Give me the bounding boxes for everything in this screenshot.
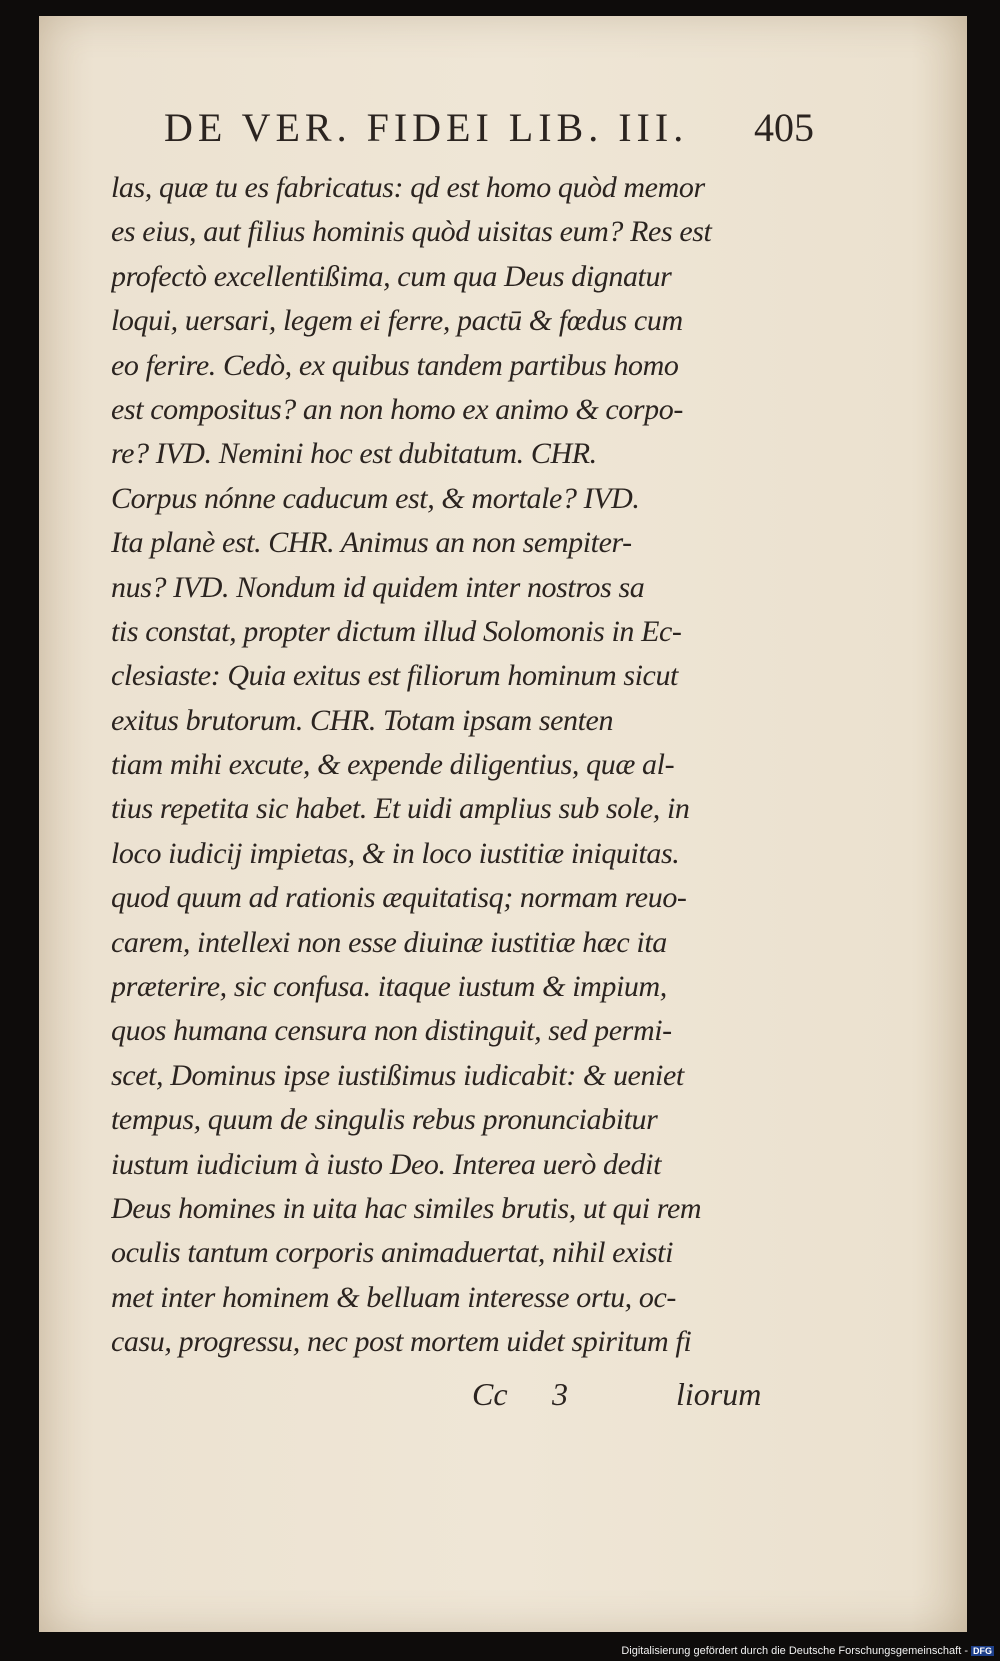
text-block xyxy=(111,166,811,1365)
text-line: tis constat, propter dictum illud Solomonis in Ec- xyxy=(111,614,682,648)
text-line: eo ferire. Cedò, ex quibus tandem partibus homo xyxy=(111,348,679,382)
text-line: carem, intellexi non esse diuinæ iustitiæ hæc ita xyxy=(111,925,667,959)
text-line: re? IVD. Nemini hoc est dubitatum. CHR. xyxy=(111,437,597,471)
signature-number: 3 xyxy=(552,1376,568,1412)
text-line: met inter hominem & belluam interesse ortu, oc- xyxy=(111,1280,676,1314)
text-line: clesiaste: Quia exitus est filiorum hominum sicut xyxy=(111,659,678,693)
text-line: scet, Dominus ipse iustißimus iudicabit: & ueniet xyxy=(111,1058,684,1092)
text-line: quos humana censura non distinguit, sed permi- xyxy=(111,1014,672,1048)
text-line: iustum iudicium à iusto Deo. Interea uerò dedit xyxy=(111,1147,662,1181)
text-line: exitus brutorum. CHR. Totam ipsam senten xyxy=(111,703,614,737)
text-line: quod quum ad rationis æquitatisq; normam reuo- xyxy=(111,881,687,915)
text-line: tempus, quum de singulis rebus pronunciabitur xyxy=(111,1103,658,1137)
text-line: es eius, aut filius hominis quòd uisitas eum? Res est xyxy=(111,215,712,249)
text-line: Corpus nónne caducum est, & mortale? IVD. xyxy=(111,481,640,515)
text-line: oculis tantum corporis animaduertat, nihil existi xyxy=(111,1236,674,1270)
text-line: las, quæ tu es fabricatus: qd est homo quòd memor xyxy=(111,171,705,204)
dfg-logo-icon: DFG xyxy=(973,1646,992,1657)
catchword: liorum xyxy=(676,1376,762,1412)
text-line: tiam mihi excute, & expende diligentius, quæ al- xyxy=(111,748,675,782)
page-number: 405 xyxy=(754,105,814,150)
text-line: est compositus? an non homo ex animo & corpo- xyxy=(111,392,683,426)
running-head: DE VER. FIDEI LIB. III. xyxy=(164,105,689,150)
signature-mark: Cc xyxy=(472,1376,508,1412)
text-line: nus? IVD. Nondum id quidem inter nostros sa xyxy=(111,570,645,604)
digitization-credit xyxy=(621,1645,994,1657)
text-line: præterire, sic confusa. itaque iustum & impium, xyxy=(111,970,667,1004)
text-line: casu, progressu, nec post mortem uidet spiritum fi xyxy=(111,1325,692,1359)
text-line: loqui, uersari, legem ei ferre, pactū & fœdus cum xyxy=(111,304,683,338)
page-header xyxy=(164,104,814,164)
text-line: tius repetita sic habet. Et uidi amplius sub sole, in xyxy=(111,792,690,826)
text-line: profectò excellentißima, cum qua Deus dignatur xyxy=(111,259,672,293)
text-line: Deus homines in uita hac similes brutis, ut qui rem xyxy=(111,1191,702,1225)
text-line: loco iudicij impietas, & in loco iustitiæ iniquitas. xyxy=(111,836,680,870)
page-footer xyxy=(0,1376,1000,1426)
text-line: Ita planè est. CHR. Animus an non sempiter- xyxy=(111,526,632,560)
credit-text: Digitalisierung gefördert durch die Deutsche Forschungsgemeinschaft - xyxy=(621,1645,968,1657)
